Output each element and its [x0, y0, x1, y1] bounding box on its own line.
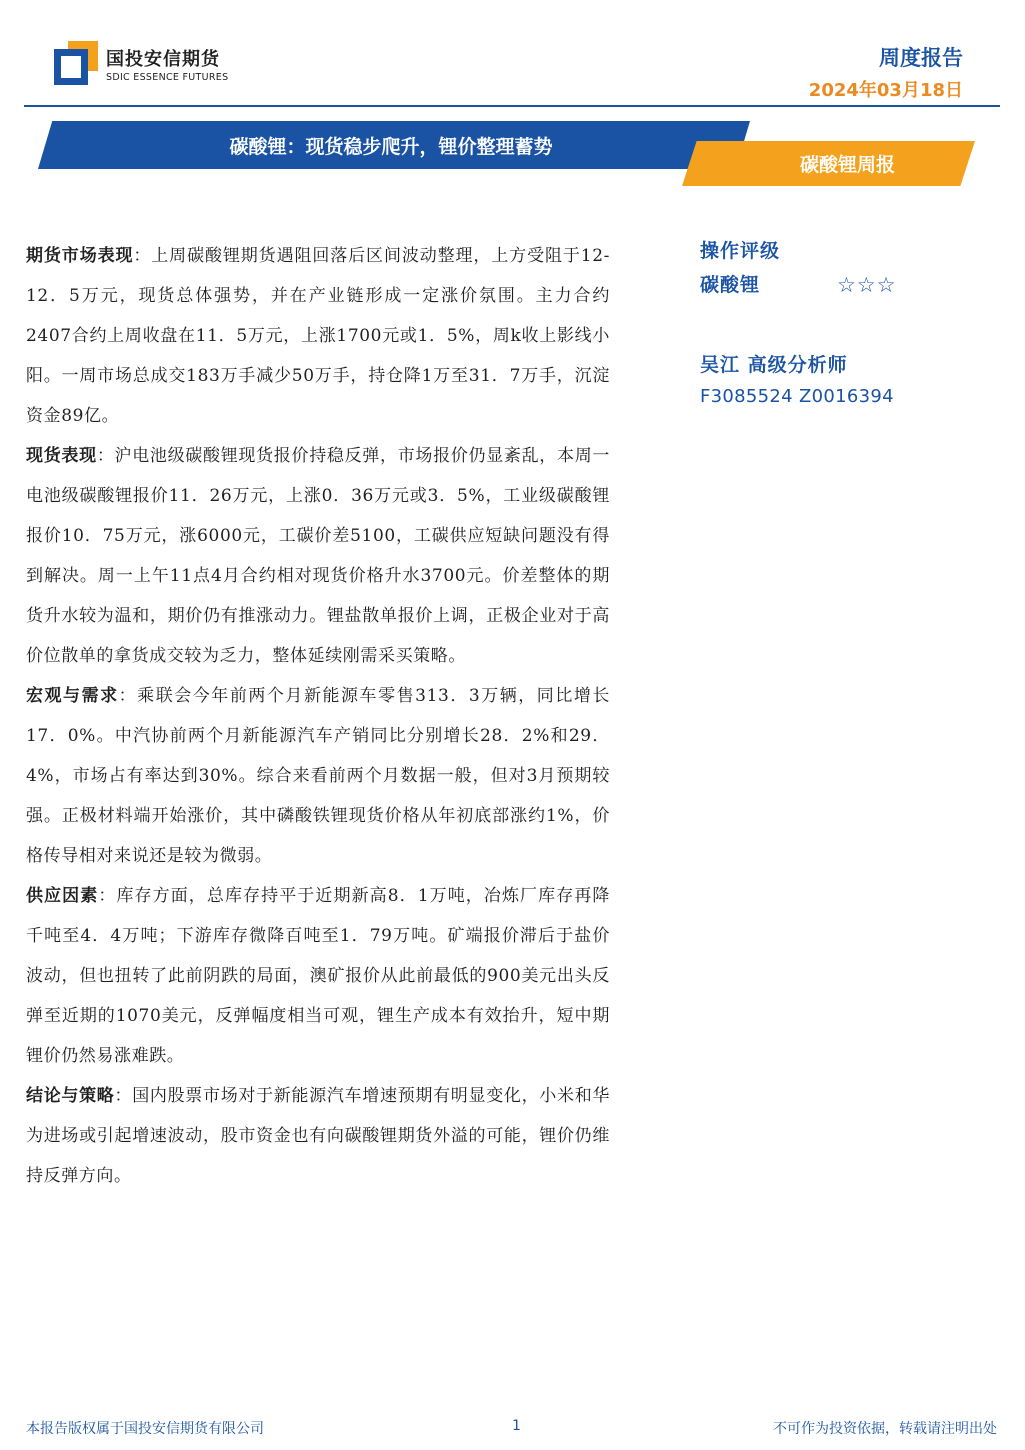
rating-row [700, 268, 1000, 302]
header-divider [24, 105, 1000, 107]
report-date: 2024年03月18日 [808, 80, 963, 101]
footer-copyright: 本报告版权属于国投安信期货有限公司 [26, 1421, 264, 1437]
sidebar [700, 234, 1000, 412]
footer-disclaimer: 不可作为投资依据，转载请注明出处 [773, 1421, 997, 1437]
logo-name-en: SDIC ESSENCE FUTURES [106, 72, 229, 83]
company-logo-icon [54, 41, 98, 85]
section-text: ：沪电池级碳酸锂现货报价持稳反弹，市场报价仍显紊乱，本周一电池级碳酸锂报价11．26万元，上涨0．36万元或3．5%，工业级碳酸锂报价10．75万元，涨6000元，工碳价差5100，工碳供应短缺问题没有得到解决。周一上午11点4月合约相对现货价格升水3700元。价差整体的期货升水较为温和，期价仍有推涨动力。锂盐散单报价上调，正极企业对于高价位散单的拿货成交较为乏力，整体延续刚需采买策略。 [26, 446, 610, 666]
section-conclusion [26, 1076, 610, 1196]
rating-stars-icon: ☆☆☆ [837, 273, 897, 297]
section-label: 期货市场表现 [26, 246, 134, 266]
section-text: ：乘联会今年前两个月新能源车零售313．3万辆，同比增长17．0%。中汽协前两个月新能源汽车产销同比分别增长28．2%和29．4%，市场占有率达到30%。综合来看前两个月数据一般，但对3月预期较强。正极材料端开始涨价，其中磷酸铁锂现货价格从年初底部涨约1%，价格传导相对来说还是较为微弱。 [26, 686, 610, 866]
section-macro-demand [26, 676, 610, 876]
page-number: 1 [512, 1418, 521, 1434]
rating-item: 碳酸锂 [700, 274, 761, 296]
section-futures-market [26, 236, 610, 436]
rating-title: 操作评级 [700, 240, 781, 262]
report-tag: 碳酸锂周报 [800, 154, 896, 176]
section-text: ：上周碳酸锂期货遇阻回落后区间波动整理，上方受阻于12-12．5万元，现货总体强势，并在产业链形成一定涨价氛围。主力合约2407合约上周收盘在11．5万元，上涨1700元或1．5%，周k收上影线小阳。一周市场总成交183万手减少50万手，持仓降1万至31．7万手，沉淀资金89亿。 [26, 246, 610, 426]
company-logo-text [106, 50, 228, 83]
section-label: 供应因素 [26, 886, 99, 906]
section-supply [26, 876, 610, 1076]
report-body [26, 236, 610, 1196]
section-label: 宏观与需求 [26, 686, 119, 706]
analyst-name: 吴江 高级分析师 [700, 354, 848, 376]
section-text: ：国内股票市场对于新能源汽车增速预期有明显变化，小米和华为进场或引起增速波动，股市资金也有向碳酸锂期货外溢的可能，锂价仍维持反弹方向。 [26, 1086, 610, 1186]
report-type: 周度报告 [879, 46, 963, 70]
analyst-certificates: F3085524 Z0016394 [700, 386, 894, 407]
section-spot [26, 436, 610, 676]
section-label: 现货表现 [26, 446, 97, 466]
section-label: 结论与策略 [26, 1086, 115, 1106]
section-text: ：库存方面，总库存持平于近期新高8．1万吨，冶炼厂库存再降千吨至4．4万吨；下游库存微降百吨至1．79万吨。矿端报价滞后于盐价波动，但也扭转了此前阴跌的局面，澳矿报价从此前最低的900美元出头反弹至近期的1070美元，反弹幅度相当可观，锂生产成本有效抬升，短中期锂价仍然易涨难跌。 [26, 886, 611, 1066]
logo-name-cn: 国投安信期货 [106, 49, 220, 70]
report-title: 碳酸锂：现货稳步爬升，锂价整理蓄势 [229, 135, 553, 158]
